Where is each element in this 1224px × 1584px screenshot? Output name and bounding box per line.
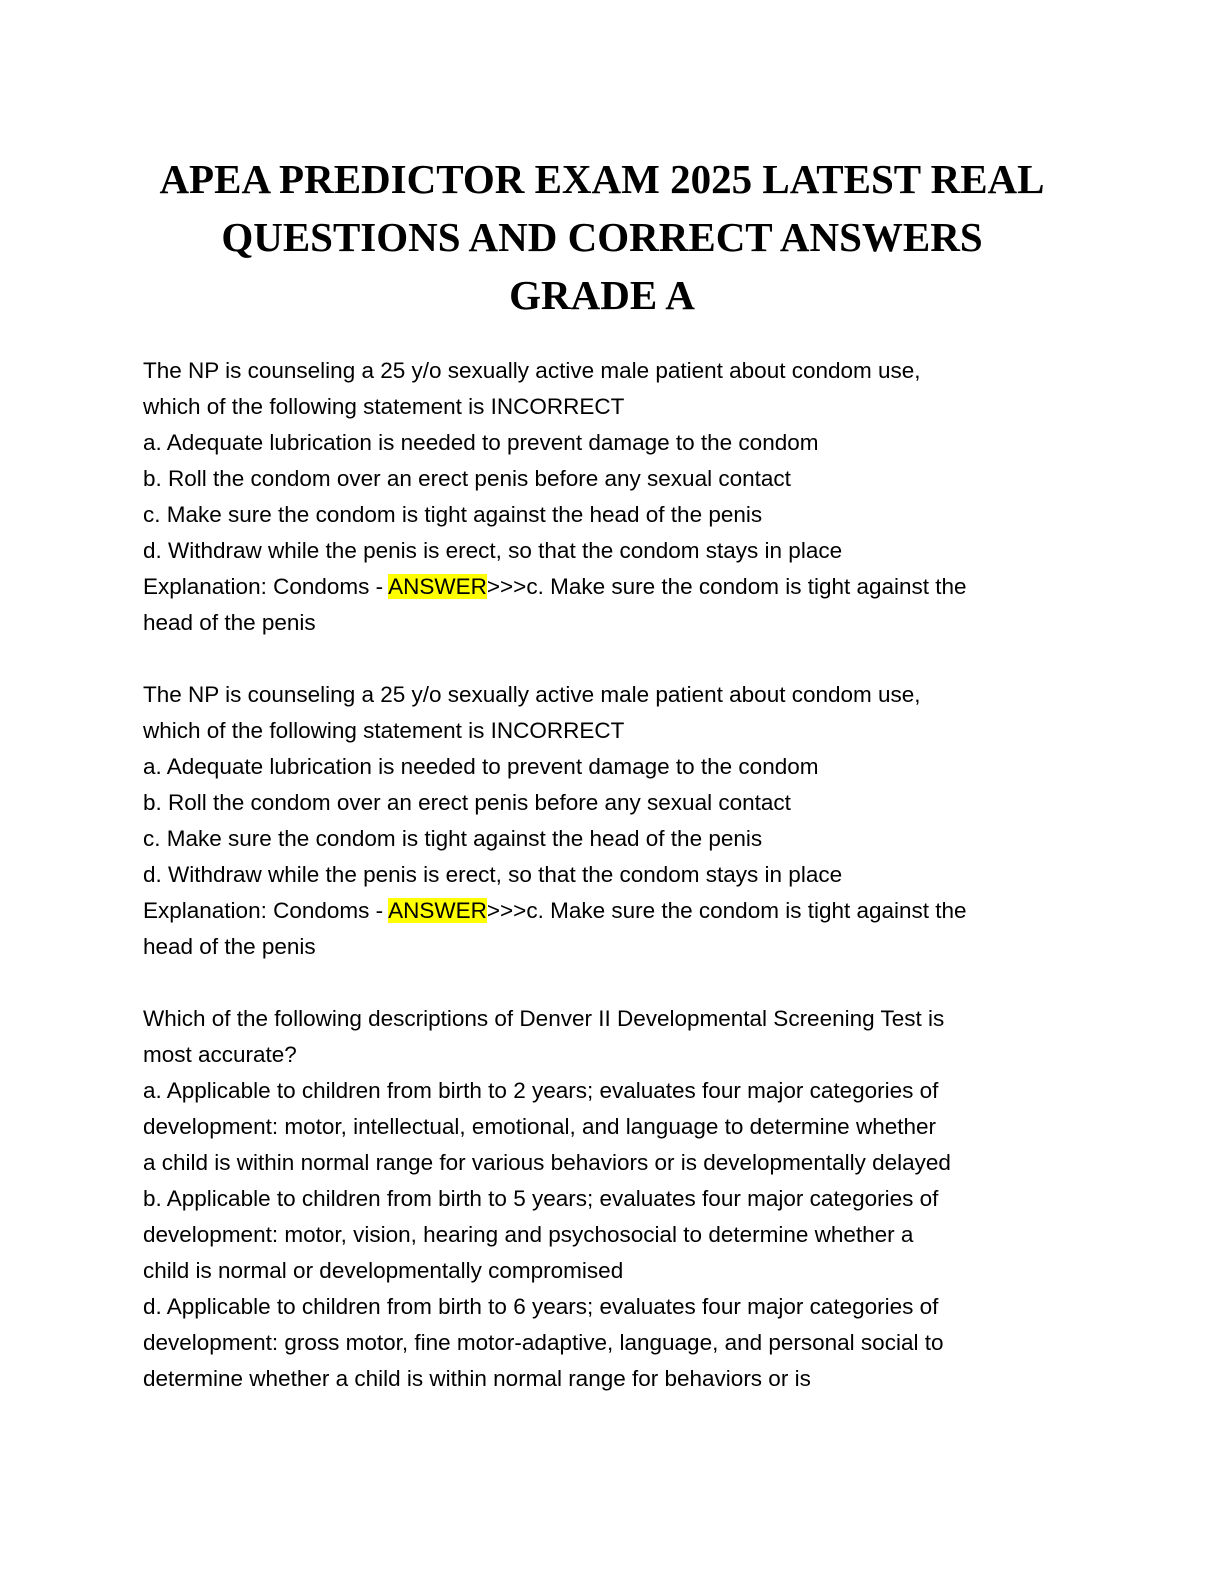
answer-option-line: development: motor, vision, hearing and psychosocial to determine whether a — [143, 1222, 914, 1247]
answer-option-line: d. Withdraw while the penis is erect, so that the condom stays in place — [143, 538, 843, 563]
question-stem-line: The NP is counseling a 25 y/o sexually active male patient about condom use, — [143, 682, 921, 707]
title-line: APEA PREDICTOR EXAM 2025 LATEST REAL — [159, 156, 1045, 202]
answer-option-line: a child is within normal range for various behaviors or is developmentally delayed — [143, 1150, 951, 1175]
answer-option-line: b. Applicable to children from birth to 5 years; evaluates four major categories of — [143, 1186, 939, 1211]
explanation-prefix: Explanation: Condoms - — [143, 574, 389, 599]
answer-option-line: b. Roll the condom over an erect penis before any sexual contact — [143, 790, 791, 815]
answer-option-line: d. Withdraw while the penis is erect, so that the condom stays in place — [143, 862, 843, 887]
document-title — [100, 150, 1104, 324]
answer-option-line: c. Make sure the condom is tight against the head of the penis — [143, 826, 763, 851]
answer-option-line: determine whether a child is within normal range for behaviors or is — [143, 1366, 811, 1391]
answer-option-line: child is normal or developmentally compromised — [143, 1258, 624, 1283]
answer-option-line: a. Applicable to children from birth to 2 years; evaluates four major categories of — [143, 1078, 939, 1103]
question-block — [143, 1001, 1083, 1397]
question-stem-line: The NP is counseling a 25 y/o sexually active male patient about condom use, — [143, 358, 921, 383]
answer-text: >>>c. Make sure the condom is tight against the — [486, 574, 967, 599]
answer-continuation-line: head of the penis — [143, 934, 316, 959]
title-line: QUESTIONS AND CORRECT ANSWERS — [221, 214, 983, 260]
document-body — [143, 353, 1083, 1397]
question-block — [143, 677, 1083, 965]
question-stem-line: most accurate? — [143, 1042, 297, 1067]
answer-text: >>>c. Make sure the condom is tight against the — [486, 898, 967, 923]
title-line: GRADE A — [509, 272, 695, 318]
answer-option-line: d. Applicable to children from birth to 6 years; evaluates four major categories of — [143, 1294, 939, 1319]
answer-option-line: development: gross motor, fine motor-adaptive, language, and personal social to — [143, 1330, 944, 1355]
answer-option-line: a. Adequate lubrication is needed to prevent damage to the condom — [143, 430, 819, 455]
answer-highlight: ANSWER — [388, 574, 487, 599]
question-block — [143, 353, 1083, 641]
explanation-line — [143, 569, 1083, 605]
answer-option-line: development: motor, intellectual, emotional, and language to determine whether — [143, 1114, 936, 1139]
explanation-prefix: Explanation: Condoms - — [143, 898, 389, 923]
answer-option-line: a. Adequate lubrication is needed to prevent damage to the condom — [143, 754, 819, 779]
answer-option-line: b. Roll the condom over an erect penis before any sexual contact — [143, 466, 791, 491]
answer-continuation-line: head of the penis — [143, 610, 316, 635]
answer-option-line: c. Make sure the condom is tight against the head of the penis — [143, 502, 763, 527]
question-stem-line: Which of the following descriptions of Denver II Developmental Screening Test is — [143, 1006, 945, 1031]
answer-highlight: ANSWER — [388, 898, 487, 923]
explanation-line — [143, 893, 1083, 929]
question-stem-line: which of the following statement is INCORRECT — [143, 718, 625, 743]
question-stem-line: which of the following statement is INCORRECT — [143, 394, 625, 419]
